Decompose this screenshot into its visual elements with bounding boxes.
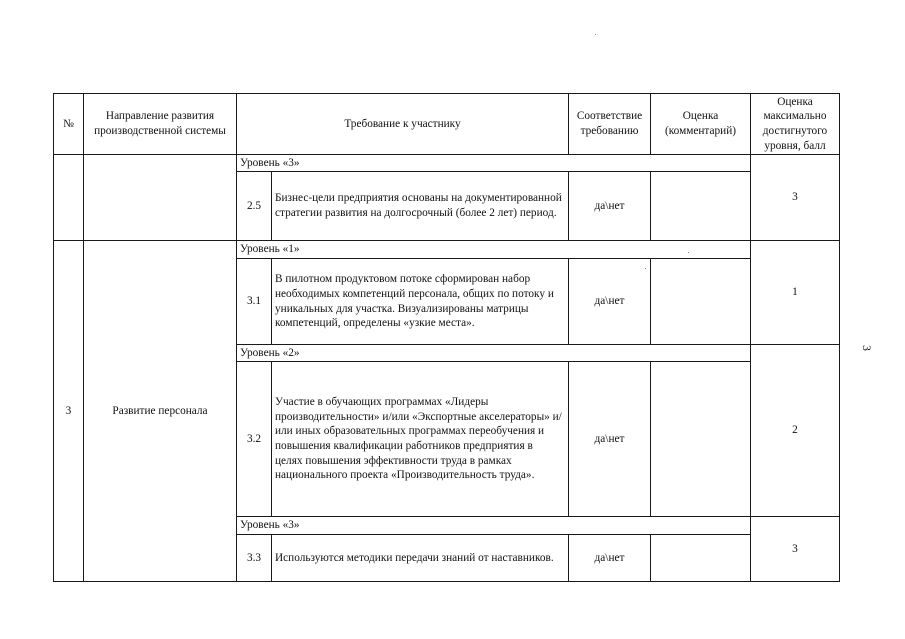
score: 2: [792, 424, 798, 437]
header-requirement: Требование к участнику: [344, 117, 461, 130]
col-line: [650, 258, 651, 345]
scan-speck: [688, 252, 689, 253]
col-line: [650, 534, 651, 582]
item-number: 2.5: [246, 199, 262, 212]
header-direction: Направление развития производственной системы: [94, 110, 226, 137]
compliance-answer: да\нет: [594, 295, 625, 308]
table-border-right: [839, 93, 840, 582]
level-label: Уровень «2»: [240, 346, 300, 359]
level-label: Уровень «3»: [240, 519, 300, 532]
compliance-answer: да\нет: [594, 551, 625, 564]
compliance-answer: да\нет: [594, 199, 625, 212]
col-line: [650, 171, 651, 241]
item-number: 3.3: [246, 551, 262, 564]
score: 3: [792, 191, 798, 204]
col-line: [650, 361, 651, 517]
requirement-text: Бизнес-цели предприятия основаны на документированной стратегии развития на долгосрочный (более 2 лет) период.: [275, 192, 562, 219]
level-label: Уровень «1»: [240, 243, 300, 256]
header-assessment: Оценка (комментарий): [664, 110, 737, 137]
score: 3: [792, 542, 798, 555]
compliance-answer: да\нет: [594, 432, 625, 445]
scan-speck: [645, 268, 646, 269]
scan-speck: [595, 34, 596, 35]
header-compliance: Соответствие требованию: [576, 110, 643, 137]
requirement-text: Используются методики передачи знаний от наставников.: [275, 551, 554, 564]
header-max-level: Оценка максимально достигнутого уровня, балл: [762, 95, 828, 152]
header-num: №: [63, 117, 74, 130]
page-number: 3: [860, 345, 875, 351]
item-number: 3.1: [246, 295, 262, 308]
item-number: 3.2: [246, 432, 262, 445]
section-number: 3: [65, 404, 72, 417]
requirement-text: В пилотном продуктовом потоке сформирован набор необходимых компетенций персонала, общих по потоку и уникальных для участка. Визуализированы матрицы компетенций, определены «узкие места».: [275, 273, 554, 330]
section-direction: Развитие персонала: [112, 404, 208, 417]
requirement-text: Участие в обучающих программах «Лидеры производительности» и/или «Экспортные акселераторы» и/или иных образовательных программах переобучения и повышения квалификации работников предприятия в целях повышения эффективности труда в рамках национального проекта «Производительность труда».: [275, 396, 562, 482]
score: 1: [792, 286, 798, 299]
level-label: Уровень «3»: [240, 156, 300, 169]
table-border-bottom: [53, 581, 839, 582]
